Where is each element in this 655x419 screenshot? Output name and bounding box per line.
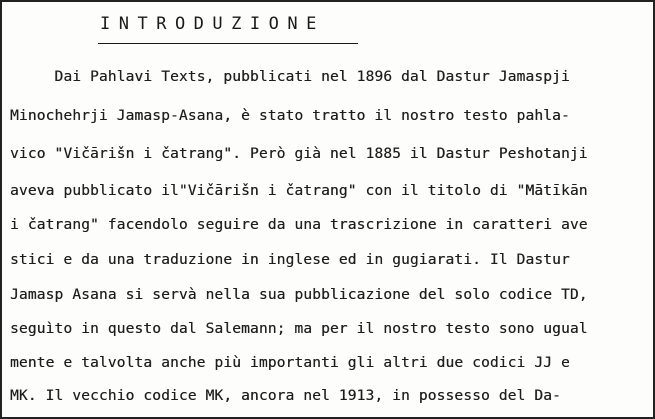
text-line-10: MK. Il vecchio codice MK, ancora nel 1913, in possesso del Da- [10,387,561,404]
text-line-6: stici e da una traduzione in inglese ed in gugiarati. Il Dastur [10,251,570,268]
text-line-4: aveva pubblicato il"Vičārišn i čatrang" con il titolo di "Mātīkān [10,182,588,199]
document-heading: INTRODUZIONE [100,14,325,34]
text-line-7: Jamasp Asana si servà nella sua pubblicazione del solo codice TD, [10,286,588,303]
document-body [2,2,653,417]
text-line-3: vico "Vičārišn i čatrang". Però già nel 1885 il Dastur Peshotanji [10,145,588,162]
text-line-1: Dai Pahlavi Texts, pubblicati nel 1896 dal Dastur Jamaspji [10,68,570,85]
text-line-2: Minochehrji Jamasp-Asana, è stato tratto il nostro testo pahla- [10,107,570,124]
text-line-9: mente e talvolta anche più importanti gli altri due codici JJ e [10,354,570,371]
text-line-5: i čatrang" facendolo seguire da una trascrizione in caratteri ave [10,216,588,233]
text-line-8: seguìto in questo dal Salemann; ma per il nostro testo sono ugual [10,320,588,337]
